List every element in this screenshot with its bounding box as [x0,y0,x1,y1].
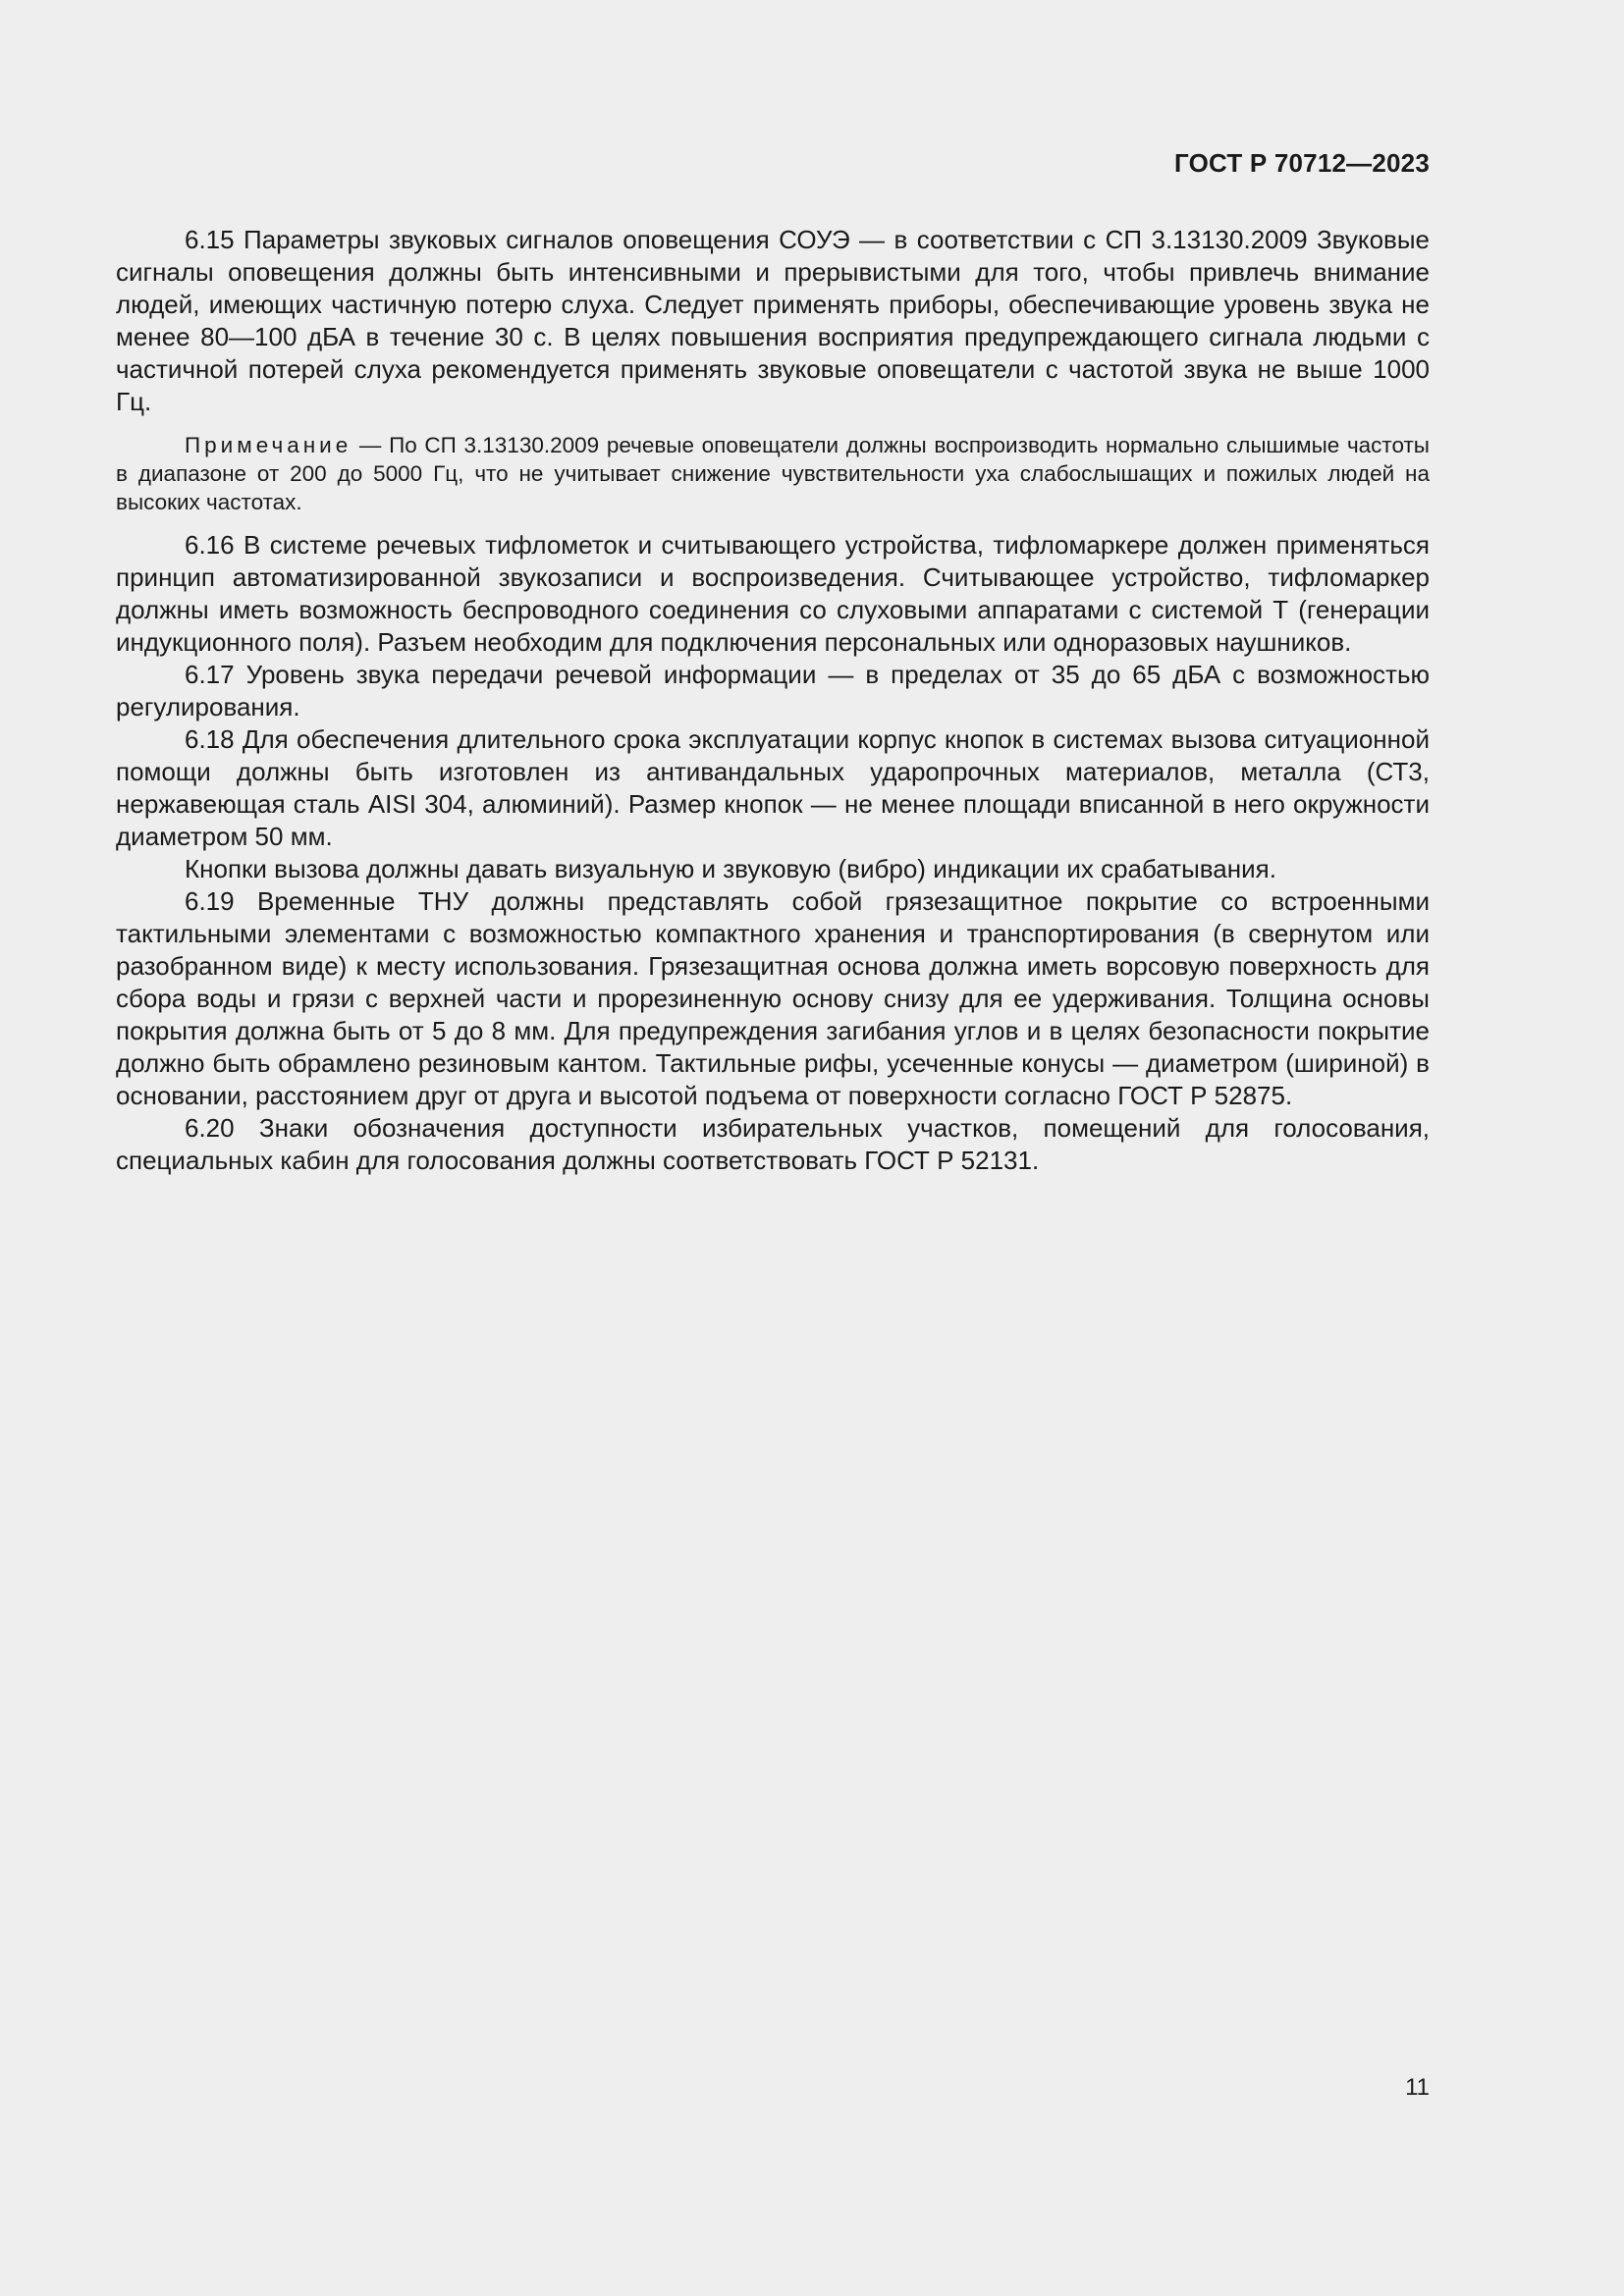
note-text: — По СП 3.13130.2009 речевые оповещатели должны воспроизводить нормально слышимые частоты в диапазоне от 200 до 5000 Гц, что не учитывает снижение чувствительности уха слабослышащих и пожилых людей на высоких частотах. [116,433,1430,514]
clause-6-18-continuation: Кнопки вызова должны давать визуальную и звуковую (вибро) индикации их срабатывания. [185,854,1276,883]
note-block [116,431,1430,516]
note-label: Примечание [185,433,352,457]
clause-6-17: 6.17 Уровень звука передачи речевой информации — в пределах от 35 до 65 дБА с возможностью регулирования. [116,660,1430,721]
clause-6-18: 6.18 Для обеспечения длительного срока эксплуатации корпус кнопок в системах вызова ситуационной помощи должны быть изготовлен из антивандальных ударопрочных материалов, металла (СТ3, нержавеющая сталь AISI 304, алюминий). Размер кнопок — не менее площади вписанной в него окружности диаметром 50 мм. [116,724,1430,851]
document-number-header: ГОСТ Р 70712—2023 [1174,148,1430,178]
clause-6-15: 6.15 Параметры звуковых сигналов оповещения СОУЭ — в соответствии с СП 3.13130.2009 Звуковые сигналы оповещения должны быть интенсивными и прерывистыми для того, чтобы привлечь внимание людей, имеющих частичную потерю слуха. Следует применять приборы, обеспечивающие уровень звука не менее 80—100 дБА в течение 30 с. В целях повышения восприятия предупреждающего сигнала людьми с частичной потерей слуха рекомендуется применять звуковые оповещатели с частотой звука не выше 1000 Гц. [116,225,1430,416]
clause-6-16: 6.16 В системе речевых тифлометок и считывающего устройства, тифломаркере должен применяться принцип автоматизированной звукозаписи и воспроизведения. Считывающее устройство, тифломаркер должны иметь возможность беспроводного соединения со слуховыми аппаратами с системой Т (генерации индукционного поля). Разъем необходим для подключения персональных или одноразовых наушников. [116,530,1430,657]
clause-6-20: 6.20 Знаки обозначения доступности избирательных участков, помещений для голосования, специальных кабин для голосования должны соответствовать ГОСТ Р 52131. [116,1113,1430,1175]
page-content [116,224,1430,1177]
page-number: 11 [1405,2074,1430,2101]
clause-6-19: 6.19 Временные ТНУ должны представлять собой грязезащитное покрытие со встроенными тактильными элементами с возможностью компактного хранения и транспортирования (в свернутом или разобранном виде) к месту использования. Грязезащитная основа должна иметь ворсовую поверхность для сбора воды и грязи с верхней части и прорезиненную основу снизу для ее удерживания. Толщина основы покрытия должна быть от 5 до 8 мм. Для предупреждения загибания углов и в целях безопасности покрытие должно быть обрамлено резиновым кантом. Тактильные рифы, усеченные конусы — диаметром (шириной) в основании, расстоянием друг от друга и высотой подъема от поверхности согласно ГОСТ Р 52875. [116,886,1430,1110]
